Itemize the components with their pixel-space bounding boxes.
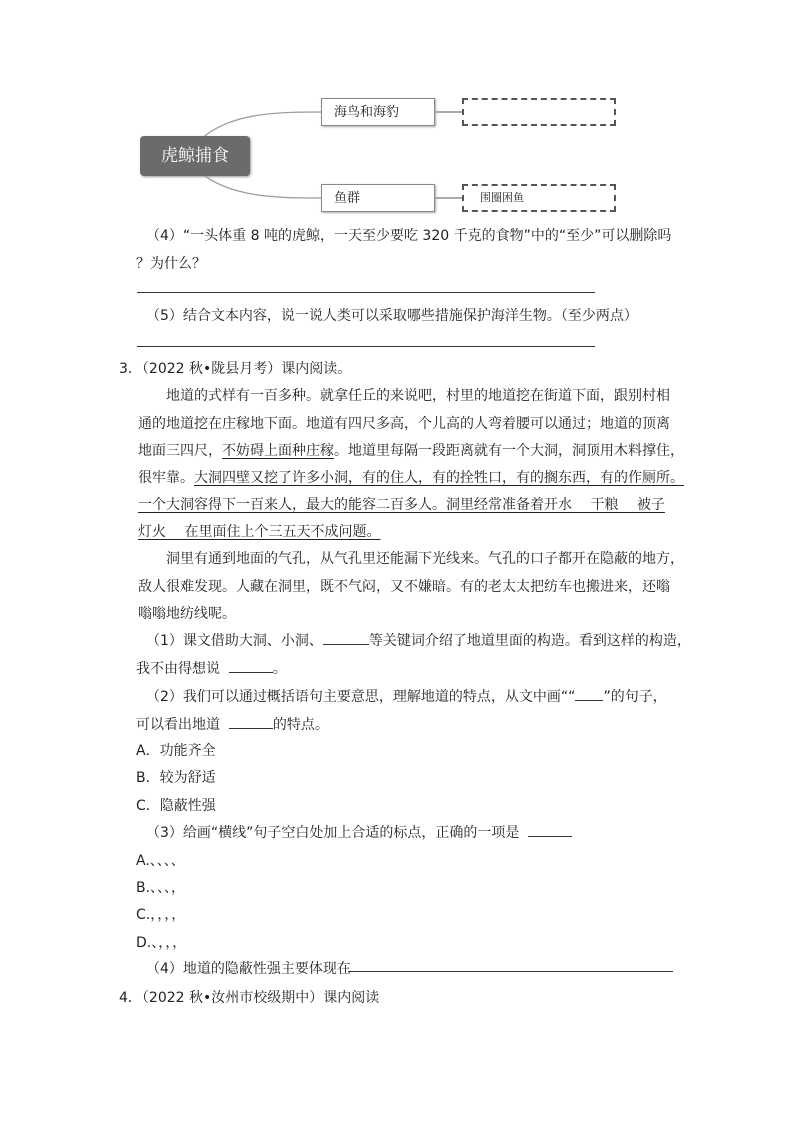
fill-blank[interactable]	[229, 714, 273, 729]
passage-text: 地面三四尺，	[138, 443, 222, 459]
mindmap-answer-box-empty[interactable]	[462, 98, 616, 126]
q2-option-b[interactable]: B．较为舒适	[136, 770, 216, 786]
wavy-underlined-phrase: 不妨碍上面种庄稼	[222, 443, 334, 459]
underlined-sentence: 灯火 在里面住上个三五天不成问题。	[138, 524, 381, 540]
answer-line-q5[interactable]	[137, 346, 595, 347]
question-text: 的特点。	[272, 717, 329, 733]
question-text: （2）我们可以通过概括语句主要意思，理解地道的特点，从文中画“	[146, 689, 569, 705]
question-text: （3）给画“横线”句子空白处加上合适的标点，正确的一项是	[146, 825, 520, 841]
mindmap-root: 虎鲸捕食	[140, 136, 250, 176]
passage-text: 很牢靠。	[138, 470, 194, 486]
passage-line: 嗡嗡地纺线呢。	[138, 606, 236, 622]
question-1-line2	[136, 658, 287, 678]
passage-line	[138, 467, 684, 487]
q3-option-d[interactable]: D.、，，，	[136, 935, 187, 951]
q2-option-c[interactable]: C．隐蔽性强	[136, 798, 216, 814]
question-text: 可以看出地道	[136, 717, 220, 733]
section-3-title: 3．（2022 秋•陇县月考）课内阅读。	[119, 361, 352, 377]
question-5: （5）结合文本内容，说一说人类可以采取哪些措施保护海洋生物。（至少两点）	[146, 308, 638, 324]
question-1-line1	[146, 630, 691, 650]
answer-line-q4-section3[interactable]	[348, 971, 673, 972]
underlined-sentence: 大洞四壁又挖了许多小洞，有的住人，有的拴牲口，有的搁东西，有的作厕所。	[194, 470, 684, 486]
question-3	[146, 822, 572, 842]
question-text: （1）课文借助大洞、小洞、	[146, 633, 323, 649]
mindmap-answer-box-filled: 围圈困鱼	[462, 184, 616, 212]
mindmap-branch-fish: 鱼群	[321, 184, 435, 212]
fill-blank[interactable]	[528, 822, 572, 837]
passage-line	[138, 440, 684, 460]
passage-line: 敌人很难发现。人藏在洞里，既不气闷，又不嫌暗。有的老太太把纺车也搬进来，还嗡	[138, 579, 670, 595]
passage-line: 地道的式样有一百多种。就拿任丘的来说吧，村里的地道挖在街道下面，跟别村相	[166, 388, 670, 404]
question-4-section3	[146, 958, 351, 978]
fill-blank[interactable]	[575, 686, 603, 701]
section-4-title: 4．（2022 秋•汝州市校级期中）课内阅读	[119, 990, 380, 1006]
question-4-line2: ？为什么？	[136, 256, 206, 272]
question-text: 我不由得想说	[136, 661, 220, 677]
fill-blank[interactable]	[229, 658, 273, 673]
question-2-line1	[146, 686, 667, 706]
passage-line: 通的地道挖在庄稼地下面。地道有四尺多高，个儿高的人弯着腰可以通过；地道的顶离	[138, 416, 670, 432]
mindmap-branch-seabirds: 海鸟和海豹	[321, 98, 435, 126]
q3-option-b[interactable]: B.、、、，	[136, 880, 186, 896]
question-text: ”的句子，	[603, 689, 667, 705]
underlined-sentence: 一个大洞容得下一百来人，最大的能容二百多人。洞里经常准备着开水 干粮 被子	[138, 497, 665, 513]
fill-blank[interactable]	[323, 630, 369, 645]
q3-option-a[interactable]: A.、、、、	[136, 853, 185, 869]
question-4-line1: （4）“一头体重 8 吨的虎鲸，一天至少要吃 320 千克的食物”中的“至少”可以删除吗	[146, 228, 672, 244]
question-text: 。	[272, 661, 287, 677]
passage-line: 洞里有通到地面的气孔，从气孔里还能漏下光线来。气孔的口子都开在隐蔽的地方，	[166, 551, 684, 567]
question-text: （4）地道的隐蔽性强主要体现在	[146, 961, 351, 977]
answer-line-q4[interactable]	[137, 292, 595, 293]
question-text: “	[568, 689, 576, 705]
question-text: 等关键词介绍了地道里面的构造。看到这样的构造，	[368, 633, 691, 649]
q2-option-a[interactable]: A．功能齐全	[136, 743, 216, 759]
q3-option-c[interactable]: C.，，，，	[136, 907, 186, 923]
passage-text: 。地道里每隔一段距离就有一个大洞，洞顶用木料撑住，	[334, 443, 684, 459]
question-2-line2	[136, 714, 329, 734]
